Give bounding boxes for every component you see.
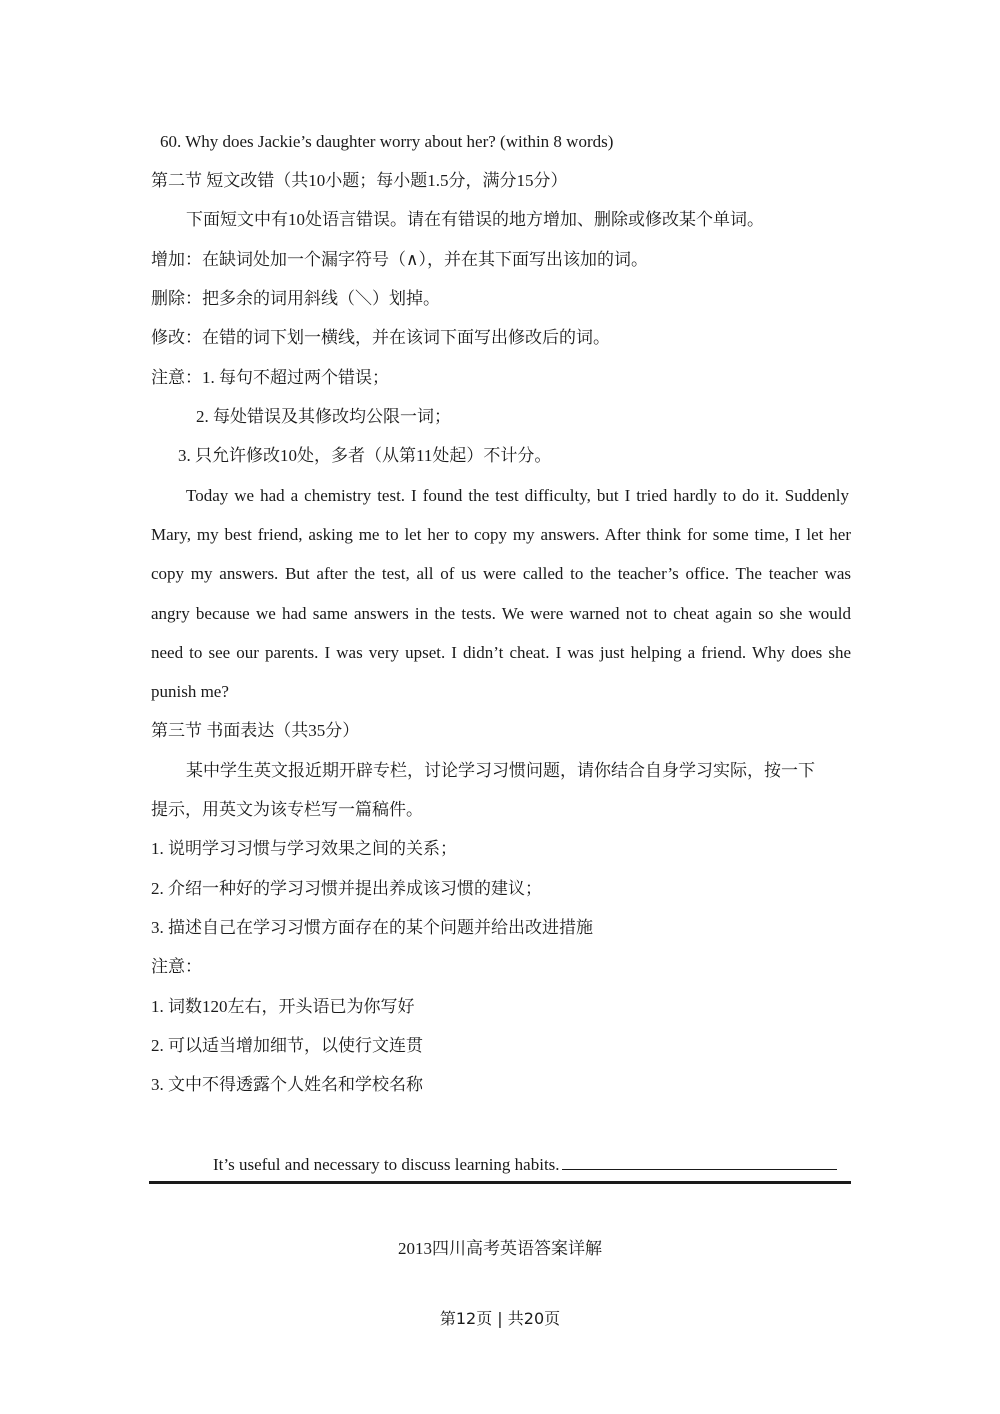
passage-line-3: copy my answers. But after the test, all of us were called to the teacher’s office. The teacher was: [151, 564, 851, 583]
section2-intro: 下面短文中有10处语言错误。请在有错误的地方增加、删除或修改某个单词。: [186, 210, 764, 229]
section2-heading: 第二节 短文改错（共10小题；每小题1.5分，满分15分）: [151, 171, 568, 190]
note-item-2: 2. 可以适当增加细节，以使行文连贯: [151, 1036, 423, 1055]
passage-line-2: Mary, my best friend, asking me to let her to copy my answers. After think for some time, I let her: [151, 525, 851, 544]
divider-rule: [149, 1181, 851, 1184]
passage-line-5: need to see our parents. I was very upset. I didn’t cheat. I was just helping a friend. Why does she: [151, 643, 851, 662]
note-3: 3. 只允许修改10处，多者（从第11处起）不计分。: [178, 446, 552, 465]
section3-heading: 第三节 书面表达（共35分）: [151, 721, 360, 740]
note-item-1: 1. 词数120左右，开头语已为你写好: [151, 997, 415, 1016]
section3-intro-1: 某中学生英文报近期开辟专栏，讨论学习习惯问题，请你结合自身学习实际，按一下: [186, 761, 815, 780]
point-1: 1. 说明学习习惯与学习效果之间的关系；: [151, 839, 457, 858]
opening-sentence: It’s useful and necessary to discuss learning habits.: [213, 1155, 560, 1174]
note-2: 2. 每处错误及其修改均公限一词；: [196, 407, 451, 426]
point-3: 3. 描述自己在学习习惯方面存在的某个问题并给出改进措施: [151, 918, 593, 937]
note-1: 注意：1. 每句不超过两个错误；: [151, 368, 389, 387]
point-2: 2. 介绍一种好的学习习惯并提出养成该习惯的建议；: [151, 879, 542, 898]
answer-title: 2013四川高考英语答案详解: [398, 1239, 602, 1258]
delete-rule: 删除：把多余的词用斜线（＼）划掉。: [151, 289, 440, 308]
modify-rule: 修改：在错的词下划一横线，并在该词下面写出修改后的词。: [151, 328, 610, 347]
section3-intro-2: 提示，用英文为该专栏写一篇稿件。: [151, 800, 423, 819]
add-rule: 增加：在缺词处加一个漏字符号（∧），并在其下面写出该加的词。: [151, 250, 648, 269]
opening-sentence-line: [213, 1155, 837, 1173]
notes-label: 注意：: [151, 957, 202, 976]
note-item-3: 3. 文中不得透露个人姓名和学校名称: [151, 1075, 423, 1094]
passage-line-1: Today we had a chemistry test. I found the test difficulty, but I tried hardly to do it. Suddenly: [186, 486, 849, 505]
answer-blank[interactable]: [562, 1155, 837, 1170]
question-60: 60. Why does Jackie’s daughter worry about her? (within 8 words): [160, 132, 614, 151]
passage-line-4: angry because we had same answers in the tests. We were warned not to cheat again so she would: [151, 604, 851, 623]
passage-line-6: punish me?: [151, 682, 229, 701]
page-footer: 第12页 | 共20页: [439, 1309, 561, 1328]
